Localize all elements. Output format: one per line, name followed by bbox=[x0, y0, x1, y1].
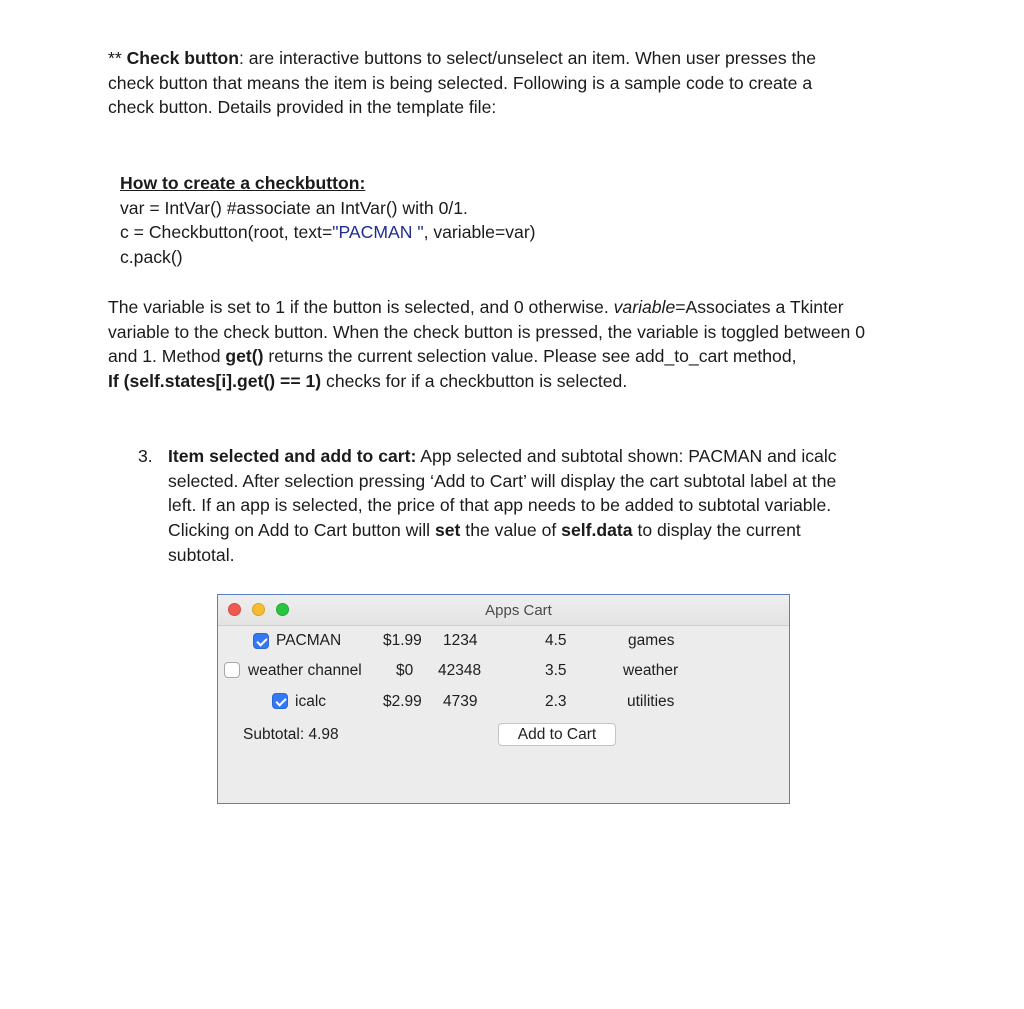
add-to-cart-button[interactable]: Add to Cart bbox=[498, 723, 616, 746]
app-price: $2.99 bbox=[383, 693, 422, 710]
item3-paragraph bbox=[168, 444, 908, 568]
item3-l4-c: the value of bbox=[460, 520, 562, 541]
title-bar bbox=[218, 595, 789, 626]
intro-prefix: ** bbox=[108, 48, 127, 68]
checkbox-icalc[interactable] bbox=[272, 693, 288, 709]
intro-line1: : are interactive buttons to select/unselect an item. When user presses the bbox=[239, 48, 816, 68]
para2-l3-a: and 1. Method bbox=[108, 346, 226, 367]
apps-cart-window bbox=[217, 594, 790, 804]
app-downloads: 42348 bbox=[438, 662, 482, 679]
code-line2-a: c = Checkbutton(root, text= bbox=[120, 222, 333, 243]
item3-l2: selected. After selection pressing ‘Add to Cart’ will display the cart subtotal label at the bbox=[168, 470, 837, 491]
item3-number: 3. bbox=[138, 446, 153, 466]
code-line2-b: , variable=var) bbox=[423, 222, 536, 243]
app-category: weather bbox=[623, 662, 679, 679]
checkbox-pacman[interactable] bbox=[253, 633, 269, 649]
intro-term: Check button bbox=[126, 48, 239, 68]
code-heading: How to create a checkbutton: bbox=[120, 173, 366, 193]
checkbox-weather-channel[interactable] bbox=[224, 662, 240, 678]
app-price: $1.99 bbox=[383, 632, 422, 649]
code-line3: c.pack() bbox=[120, 247, 183, 268]
item3-l1: App selected and subtotal shown: PACMAN and icalc bbox=[416, 446, 837, 466]
item3-l3: left. If an app is selected, the price of that app needs to be added to subtotal variable. bbox=[168, 495, 832, 516]
variable-paragraph bbox=[108, 295, 920, 394]
code-line1: var = IntVar() #associate an IntVar() with 0/1. bbox=[120, 197, 468, 218]
item3-bold: Item selected and add to cart: bbox=[168, 446, 417, 466]
code-sample bbox=[120, 171, 720, 270]
para2-l3-b: get() bbox=[225, 346, 264, 367]
app-rating: 2.3 bbox=[545, 693, 567, 710]
code-line2-string: "PACMAN " bbox=[332, 222, 424, 243]
item3-l4-d: self.data bbox=[561, 520, 633, 541]
subtotal-label: Subtotal: 4.98 bbox=[243, 726, 339, 743]
para2-l4-c: checks for if a checkbutton is selected. bbox=[321, 371, 628, 392]
para2-l3-c: returns the current selection value. Please see add_to_cart method, bbox=[263, 346, 797, 367]
intro-line3: check button. Details provided in the template file: bbox=[108, 97, 497, 118]
app-price: $0 bbox=[396, 662, 414, 679]
intro-line2: check button that means the item is being selected. Following is a sample code to create a bbox=[108, 72, 813, 93]
item3-l5: subtotal. bbox=[168, 544, 235, 565]
app-rating: 4.5 bbox=[545, 632, 567, 649]
item3-l4-e: to display the current bbox=[632, 520, 801, 541]
para2-l1-italic: variable bbox=[613, 297, 676, 317]
intro-paragraph bbox=[108, 46, 908, 120]
para2-l1-a: The variable is set to 1 if the button is selected, and 0 otherwise. bbox=[108, 297, 614, 317]
app-category: games bbox=[628, 632, 675, 649]
item3-l4-a: Clicking on Add to Cart button will bbox=[168, 520, 435, 541]
para2-l4-b: If (self.states[i].get() == 1) bbox=[108, 371, 322, 392]
app-name: PACMAN bbox=[276, 632, 342, 649]
item3-l4-b: set bbox=[434, 520, 461, 541]
app-name: icalc bbox=[295, 693, 327, 710]
window-title: Apps Cart bbox=[485, 602, 552, 619]
para2-l2: variable to the check button. When the check button is pressed, the variable is toggled between 0 bbox=[108, 321, 865, 342]
app-downloads: 1234 bbox=[443, 632, 478, 649]
app-category: utilities bbox=[627, 693, 675, 710]
app-rating: 3.5 bbox=[545, 662, 567, 679]
app-name: weather channel bbox=[248, 662, 362, 679]
app-downloads: 4739 bbox=[443, 693, 478, 710]
para2-l1-b: =Associates a Tkinter bbox=[675, 297, 844, 317]
code-line2 bbox=[120, 220, 720, 245]
